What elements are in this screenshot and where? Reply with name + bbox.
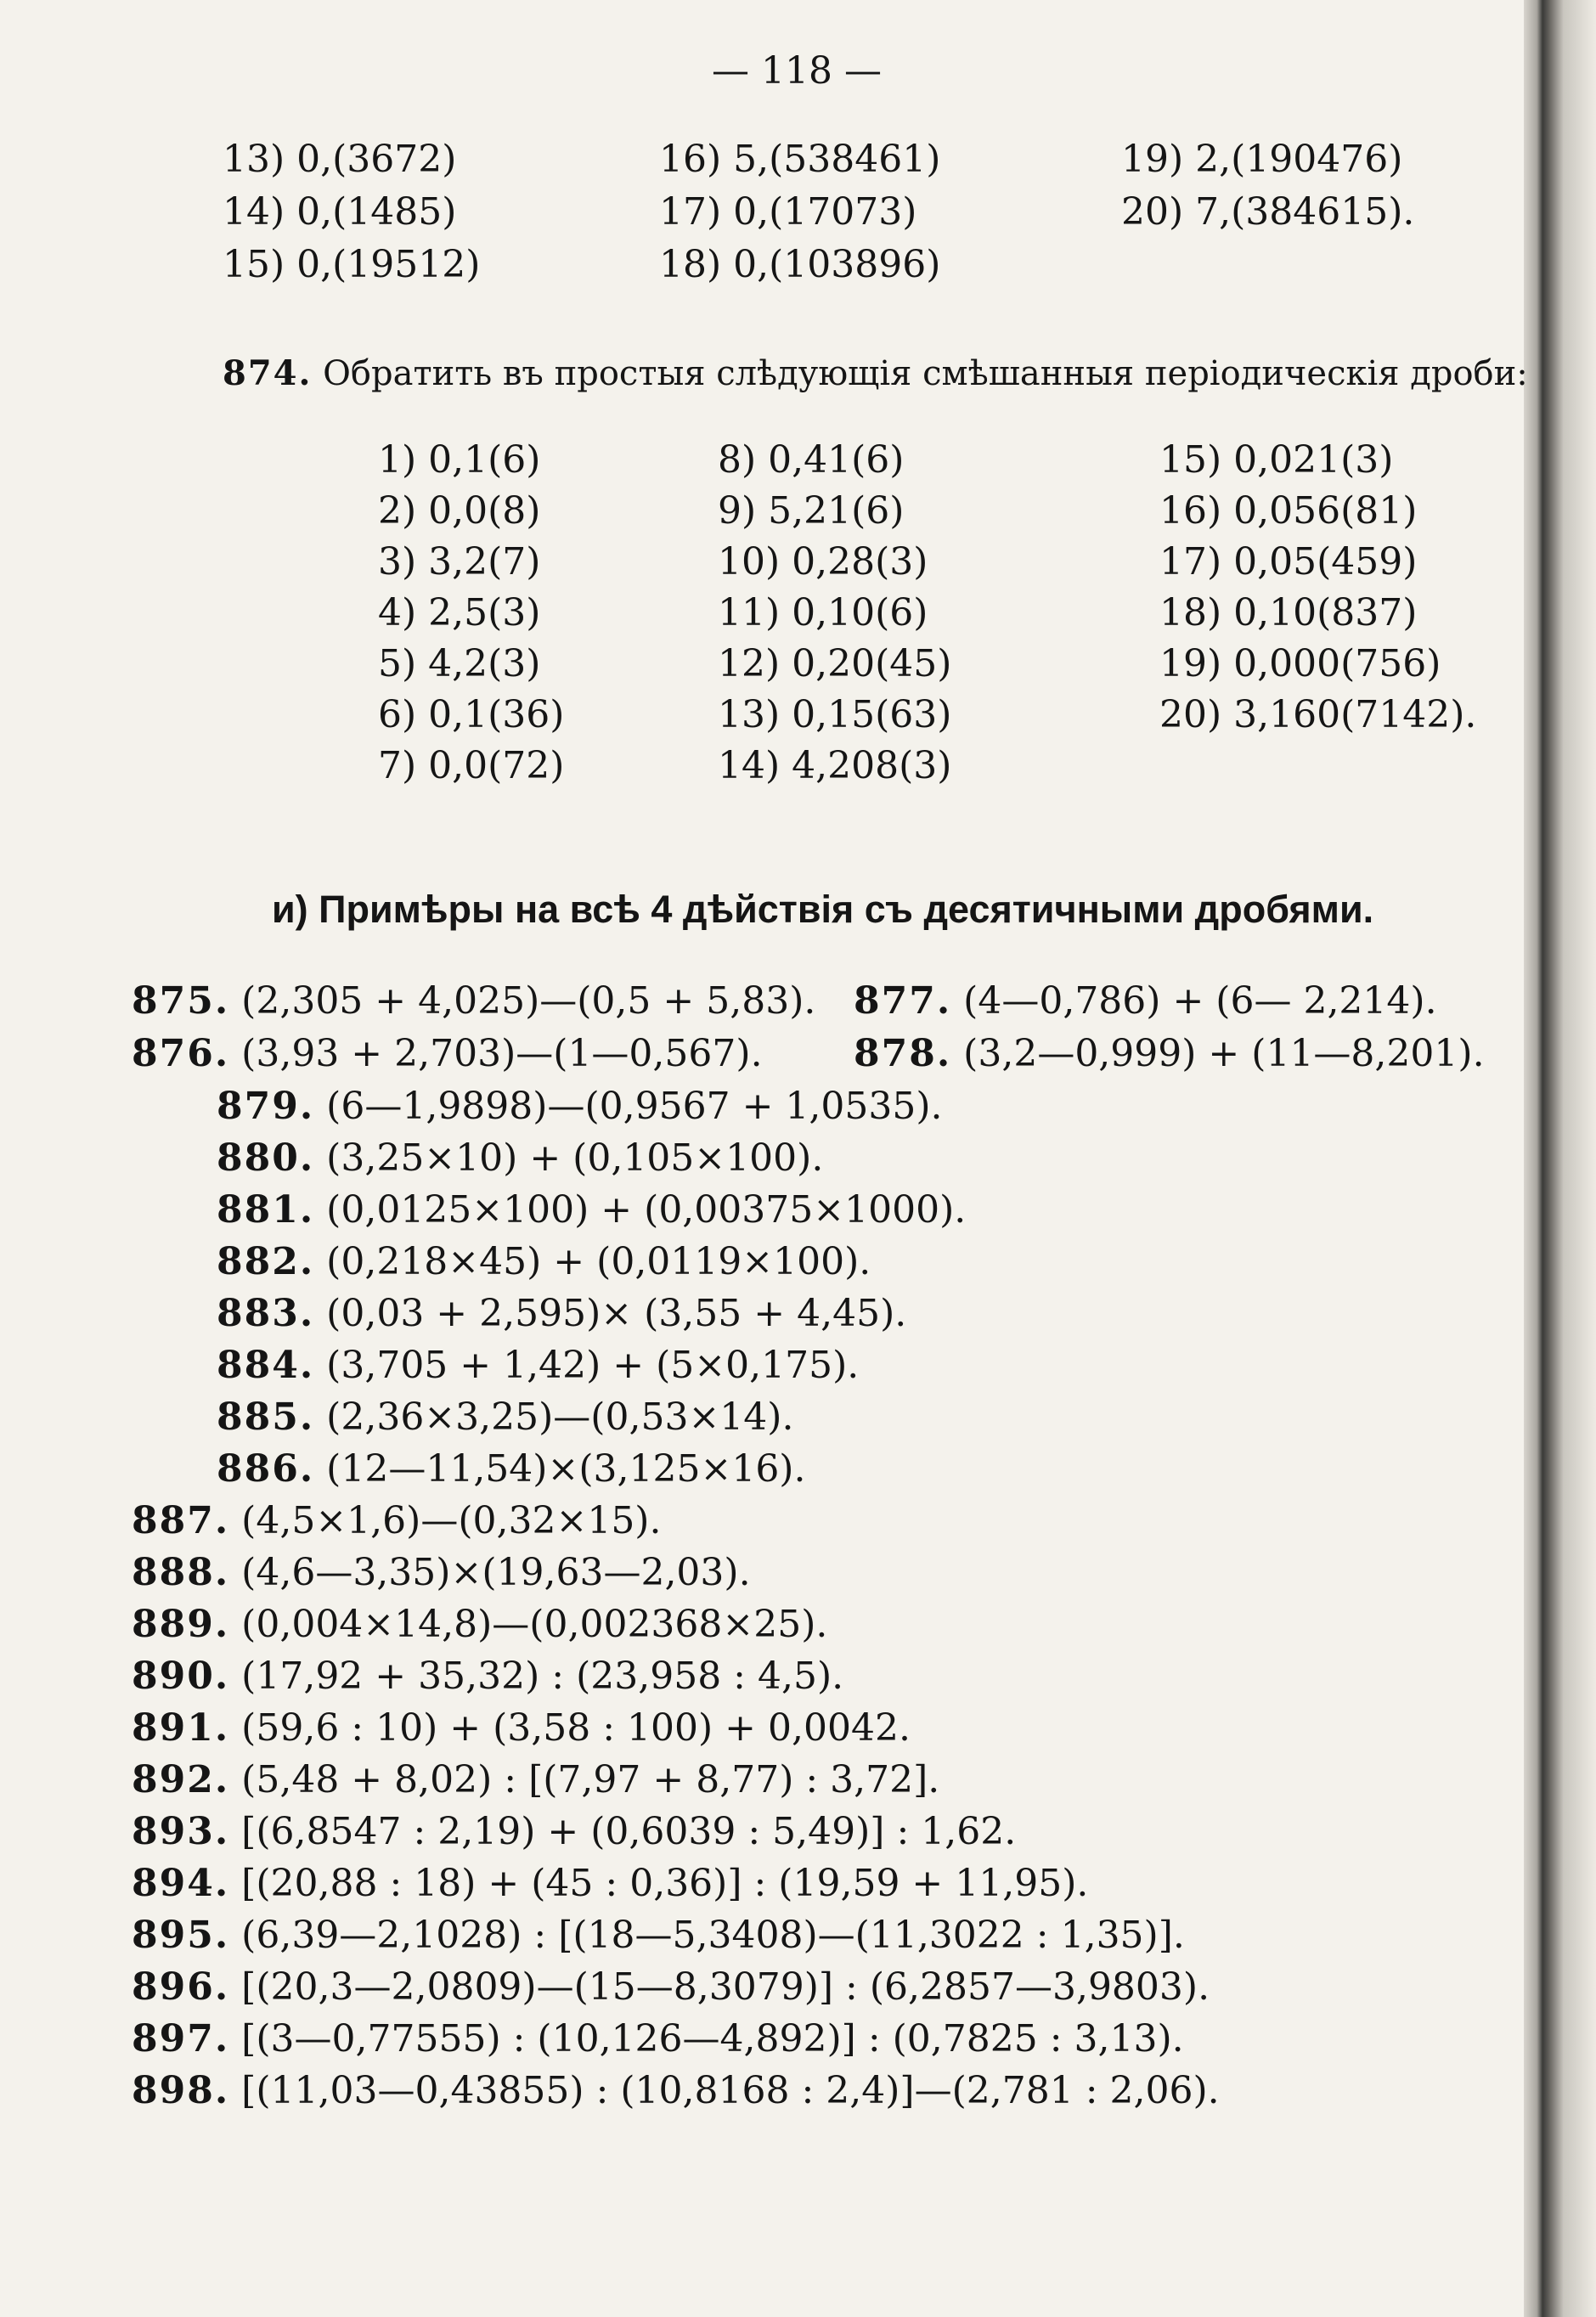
exercise-expression: (4,6—3,35)×(19,63—2,03). — [241, 1551, 751, 1594]
answer: 13) 0,(3672) — [223, 138, 457, 181]
exercise — [217, 1344, 860, 1387]
exercise-expression: [(11,03—0,43855) : (10,8168 : 2,4)]—(2,781 : 2,06). — [241, 2069, 1220, 2112]
exercise-number: 896. — [132, 1965, 230, 2009]
task-number: 874. — [223, 353, 313, 393]
exercise-number: 879. — [217, 1085, 315, 1128]
answer: 17) 0,(17073) — [659, 190, 917, 234]
task-text: Обратить въ простыя слѣдующія смѣшанныя періодическія дроби: — [323, 354, 1528, 393]
exercise-expression: (3,705 + 1,42) + (5×0,175). — [326, 1344, 860, 1387]
exercise-number: 894. — [132, 1862, 230, 1905]
fraction-item: 5) 4,2(3) — [378, 642, 541, 685]
exercise-number: 883. — [217, 1292, 315, 1335]
exercise-number: 888. — [132, 1551, 230, 1594]
exercise — [132, 1914, 1185, 1957]
answer: 16) 5,(538461) — [659, 138, 941, 181]
exercise-number: 889. — [132, 1603, 230, 1646]
fraction-item: 10) 0,28(3) — [718, 540, 928, 583]
fraction-item: 2) 0,0(8) — [378, 489, 541, 533]
exercise — [132, 1655, 844, 1698]
fractions-column-2 — [718, 438, 952, 798]
exercise — [217, 1240, 871, 1283]
fraction-item: 12) 0,20(45) — [718, 642, 952, 685]
answer: 14) 0,(1485) — [223, 190, 457, 234]
exercise-number: 898. — [132, 2069, 230, 2112]
exercise-expression: [(20,88 : 18) + (45 : 0,36)] : (19,59 + 11,95). — [241, 1862, 1089, 1905]
exercise-number: 884. — [217, 1344, 315, 1387]
fraction-item: 8) 0,41(6) — [718, 438, 905, 482]
exercise — [132, 1706, 911, 1750]
exercise-expression: (6,39—2,1028) : [(18—5,3408)—(11,3022 : 1,35)]. — [241, 1914, 1185, 1957]
exercise-expression: [(3—0,77555) : (10,126—4,892)] : (0,7825 : 3,13). — [241, 2017, 1184, 2060]
answer: 18) 0,(103896) — [659, 243, 941, 286]
exercise — [217, 1395, 794, 1439]
exercise-number: 892. — [132, 1758, 230, 1801]
task-874 — [223, 353, 1528, 393]
exercise-expression: (2,36×3,25)—(0,53×14). — [326, 1395, 794, 1439]
exercise — [132, 1032, 763, 1075]
exercise — [217, 1136, 824, 1180]
exercise-number: 875. — [132, 979, 230, 1023]
exercise — [132, 1810, 1017, 1853]
exercise-number: 878. — [854, 1032, 952, 1075]
answer: 15) 0,(19512) — [223, 243, 481, 286]
exercise-number: 880. — [217, 1136, 315, 1180]
answer: 20) 7,(384615). — [1121, 190, 1415, 234]
exercise-expression: (59,6 : 10) + (3,58 : 100) + 0,0042. — [241, 1706, 911, 1750]
exercise-expression: (4,5×1,6)—(0,32×15). — [241, 1499, 662, 1542]
exercise-number: 887. — [132, 1499, 230, 1542]
exercise-number: 886. — [217, 1447, 315, 1491]
exercise-expression: (0,0125×100) + (0,00375×1000). — [326, 1188, 967, 1232]
exercise-expression: (17,92 + 35,32) : (23,958 : 4,5). — [241, 1655, 844, 1698]
exercise-number: 882. — [217, 1240, 315, 1283]
exercise-expression: (0,004×14,8)—(0,002368×25). — [241, 1603, 828, 1646]
exercise-number: 881. — [217, 1188, 315, 1232]
fraction-item: 17) 0,05(459) — [1159, 540, 1418, 583]
exercise-expression: (12—11,54)×(3,125×16). — [326, 1447, 806, 1491]
exercise-number: 885. — [217, 1395, 315, 1439]
exercise-expression: (3,2—0,999) + (11—8,201). — [963, 1032, 1485, 1075]
exercise-number: 893. — [132, 1810, 230, 1853]
fraction-item: 16) 0,056(81) — [1159, 489, 1418, 533]
exercise — [132, 1965, 1210, 2009]
exercise — [854, 1032, 1485, 1075]
fraction-item: 6) 0,1(36) — [378, 693, 565, 736]
exercise-expression: [(20,3—2,0809)—(15—8,3079)] : (6,2857—3,9803). — [241, 1965, 1210, 2009]
exercise-expression: (2,305 + 4,025)—(0,5 + 5,83). — [241, 979, 816, 1023]
page-number: — 118 — — [712, 49, 882, 93]
exercise — [132, 1499, 662, 1542]
fraction-item: 3) 3,2(7) — [378, 540, 541, 583]
exercise — [217, 1292, 907, 1335]
exercise-expression: (3,25×10) + (0,105×100). — [326, 1136, 824, 1180]
fraction-item: 14) 4,208(3) — [718, 744, 952, 787]
exercise-expression: (6—1,9898)—(0,9567 + 1,0535). — [326, 1085, 943, 1128]
exercise-number: 895. — [132, 1914, 230, 1957]
exercise-expression: (4—0,786) + (6— 2,214). — [963, 979, 1437, 1023]
exercise — [217, 1188, 967, 1232]
exercise — [217, 1447, 806, 1491]
exercise — [132, 1862, 1089, 1905]
exercise — [132, 2017, 1184, 2060]
fraction-item: 4) 2,5(3) — [378, 591, 541, 634]
fraction-item: 11) 0,10(6) — [718, 591, 928, 634]
exercise — [132, 979, 816, 1023]
exercise — [132, 1551, 751, 1594]
exercise-number: 897. — [132, 2017, 230, 2060]
fraction-item: 20) 3,160(7142). — [1159, 693, 1477, 736]
exercise-expression: (3,93 + 2,703)—(1—0,567). — [241, 1032, 763, 1075]
exercise-expression: (0,03 + 2,595)× (3,55 + 4,45). — [326, 1292, 907, 1335]
exercise — [854, 979, 1437, 1023]
exercise-number: 876. — [132, 1032, 230, 1075]
exercise — [217, 1085, 943, 1128]
exercise-number: 877. — [854, 979, 952, 1023]
fraction-item: 9) 5,21(6) — [718, 489, 905, 533]
exercise — [132, 2069, 1220, 2112]
fraction-item: 18) 0,10(837) — [1159, 591, 1418, 634]
exercise-number: 891. — [132, 1706, 230, 1750]
fraction-item: 13) 0,15(63) — [718, 693, 952, 736]
fraction-item: 1) 0,1(6) — [378, 438, 541, 482]
exercise-expression: [(6,8547 : 2,19) + (0,6039 : 5,49)] : 1,62. — [241, 1810, 1017, 1853]
fractions-column-3 — [1159, 438, 1477, 747]
exercise-expression: (5,48 + 8,02) : [(7,97 + 8,77) : 3,72]. — [241, 1758, 940, 1801]
exercise-number: 890. — [132, 1655, 230, 1698]
fraction-item: 19) 0,000(756) — [1159, 642, 1441, 685]
fractions-column-1 — [378, 438, 565, 798]
section-heading: и) Примѣры на всѣ 4 дѣйствія съ десятичными дробями. — [272, 888, 1374, 931]
fraction-item: 7) 0,0(72) — [378, 744, 565, 787]
exercise — [132, 1758, 940, 1801]
exercise-expression: (0,218×45) + (0,0119×100). — [326, 1240, 871, 1283]
exercise — [132, 1603, 828, 1646]
fraction-item: 15) 0,021(3) — [1159, 438, 1394, 482]
book-spine-edge — [1524, 0, 1596, 2317]
answer: 19) 2,(190476) — [1121, 138, 1403, 181]
